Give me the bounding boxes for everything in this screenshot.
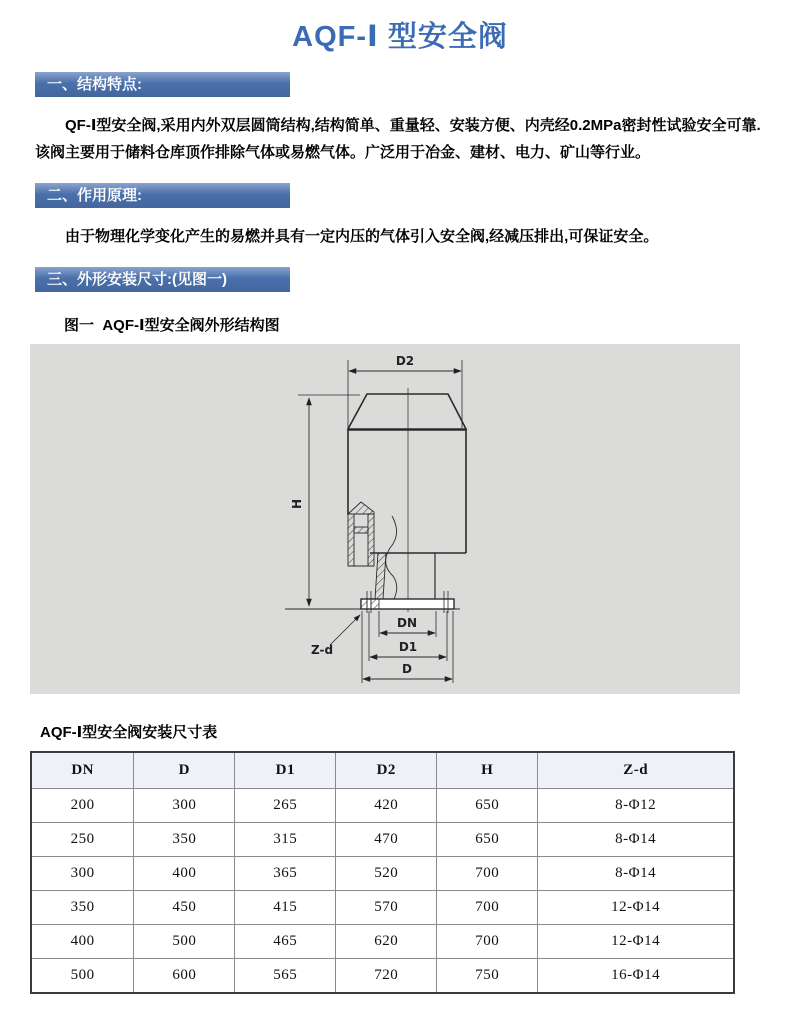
table-header-cell: D	[134, 752, 235, 789]
table-row	[31, 823, 734, 857]
flange-hatch-left	[361, 599, 367, 609]
table-header-cell: D2	[336, 752, 437, 789]
table-cell: 365	[235, 857, 336, 891]
page-title: AQF-Ⅰ 型安全阀	[292, 21, 508, 53]
section-heading-dimensions: 三、外形安装尺寸:(见图一)	[35, 267, 290, 292]
h-dim-label: H	[290, 498, 304, 510]
table-cell: 300	[134, 789, 235, 823]
dn-dim-label: DN	[396, 616, 418, 630]
table-cell: 500	[134, 925, 235, 959]
table-row	[31, 789, 734, 823]
d1-dim-label: D1	[398, 640, 418, 654]
valve-body-outline	[348, 430, 466, 553]
table-cell: 465	[235, 925, 336, 959]
table-cell: 350	[134, 823, 235, 857]
table-cell: 265	[235, 789, 336, 823]
table-cell: 420	[336, 789, 437, 823]
table-cell: 570	[336, 891, 437, 925]
table-header-row	[31, 752, 734, 789]
valve-neck-wall	[375, 553, 386, 599]
dimensions-table	[30, 751, 735, 994]
table-cell: 650	[437, 823, 538, 857]
paragraph-principle: 由于物理化学变化产生的易燃并具有一定内压的气体引入安全阀,经减压排出,可保证安全。	[65, 228, 659, 245]
table-title: AQF-Ⅰ型安全阀安装尺寸表	[40, 724, 218, 741]
table-cell: 620	[336, 925, 437, 959]
table-row	[31, 925, 734, 959]
table-cell: 750	[437, 959, 538, 994]
table-cell: 700	[437, 891, 538, 925]
d-dim-label: D	[402, 662, 412, 676]
valve-inner-wall-right	[368, 514, 374, 566]
table-cell: 565	[235, 959, 336, 994]
zd-label: Z-d	[311, 643, 334, 657]
paragraph-structure: QF-Ⅰ型安全阀,采用内外双层圆筒结构,结构简单、重量轻、安装方便、内壳经0.2MPa密封性试验安全可靠.该阀主要用于储料仓库顶作排除气体或易燃气体。广泛用于冶金、建材、电力、矿山等行业。	[35, 117, 761, 161]
table-cell: 350	[31, 891, 134, 925]
table-cell: 12-Φ14	[538, 891, 734, 925]
technical-drawing-panel	[30, 344, 740, 694]
table-cell: 8-Φ12	[538, 789, 734, 823]
table-body	[31, 789, 734, 994]
table-cell: 12-Φ14	[538, 925, 734, 959]
valve-internal-cap	[348, 502, 374, 514]
table-header-cell: DN	[31, 752, 134, 789]
d2-dim-label: D2	[395, 354, 415, 368]
section-heading-principle: 二、作用原理:	[35, 183, 290, 208]
figure-caption: 图一 AQF-Ⅰ型安全阀外形结构图	[64, 317, 280, 334]
table-header-cell: H	[437, 752, 538, 789]
table-cell: 300	[31, 857, 134, 891]
table-row	[31, 857, 734, 891]
table-cell: 16-Φ14	[538, 959, 734, 994]
valve-inner-wall-left	[348, 514, 354, 566]
section-break-line	[386, 516, 397, 599]
table-cell: 400	[134, 857, 235, 891]
zd-leader-line	[330, 615, 360, 645]
table-cell: 650	[437, 789, 538, 823]
table-cell: 8-Φ14	[538, 857, 734, 891]
section-heading-structure: 一、结构特点:	[35, 72, 290, 97]
table-cell: 600	[134, 959, 235, 994]
table-cell: 415	[235, 891, 336, 925]
table-row	[31, 891, 734, 925]
table-header-cell: D1	[235, 752, 336, 789]
table-cell: 400	[31, 925, 134, 959]
table-cell: 250	[31, 823, 134, 857]
table-cell: 700	[437, 925, 538, 959]
table-header-cell: Z-d	[538, 752, 734, 789]
valve-inner-seat	[354, 527, 368, 533]
flange-hatch-mid	[371, 599, 379, 609]
table-cell: 700	[437, 857, 538, 891]
table-cell: 500	[31, 959, 134, 994]
table-cell: 450	[134, 891, 235, 925]
valve-technical-drawing	[30, 344, 740, 694]
table-cell: 520	[336, 857, 437, 891]
table-cell: 200	[31, 789, 134, 823]
table-cell: 8-Φ14	[538, 823, 734, 857]
table-cell: 315	[235, 823, 336, 857]
table-cell: 720	[336, 959, 437, 994]
table-row	[31, 959, 734, 994]
table-cell: 470	[336, 823, 437, 857]
valve-cap-outline	[348, 394, 466, 429]
